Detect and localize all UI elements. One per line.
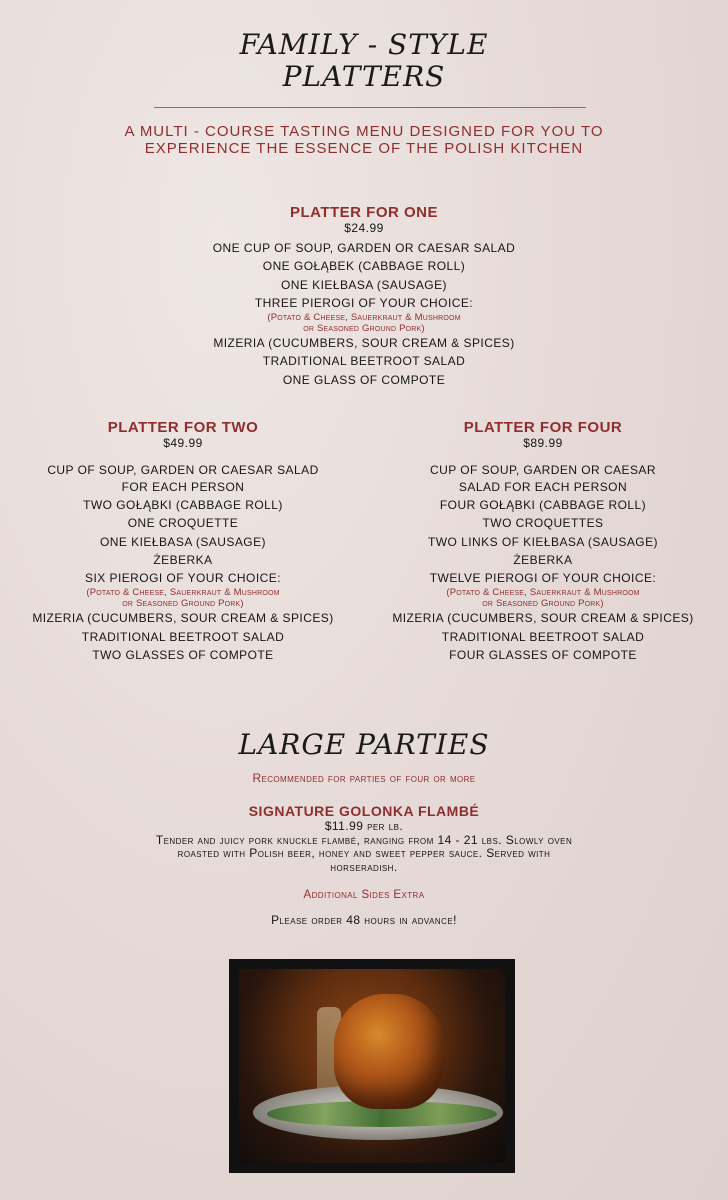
platter-two-item: ŻEBERKA: [153, 552, 213, 567]
platter-two-item: TWO GOŁĄBKI (CABBAGE ROLL): [83, 498, 283, 513]
platter-four-item: SALAD FOR EACH PERSON: [458, 479, 628, 494]
platter-four-item: TWELVE PIEROGI OF YOUR CHOICE:: [429, 571, 657, 586]
platter-one-item: ONE GOŁĄBEK (CABBAGE ROLL): [262, 259, 466, 274]
golonka-photo: [229, 959, 515, 1173]
heading-divider: [154, 107, 586, 108]
family-style-title-line1: FAMILY - STYLE: [239, 28, 489, 61]
platter-one-item: MIZERIA (CUCUMBERS, SOUR CREAM & SPICES): [213, 336, 515, 351]
platter-for-two-section: [28, 419, 338, 664]
platter-four-pierogi-options: or Seasoned Ground Pork): [482, 598, 604, 610]
platter-four-item: TWO CROQUETTES: [482, 516, 604, 531]
advance-order-note: Please order 48 hours in advance!: [271, 912, 457, 927]
platter-one-item: TRADITIONAL BEETROOT SALAD: [262, 354, 466, 369]
platter-two-item: MIZERIA (CUCUMBERS, SOUR CREAM & SPICES): [32, 611, 334, 626]
platter-two-pierogi-options: or Seasoned Ground Pork): [122, 598, 244, 610]
platter-two-item: ONE KIEŁBASA (SAUSAGE): [100, 534, 266, 549]
platter-one-pierogi-options: (Potato & Cheese, Sauerkraut & Mushroom: [267, 312, 461, 324]
platter-two-item: TRADITIONAL BEETROOT SALAD: [81, 629, 285, 644]
family-style-title-line2: PLATTERS: [282, 60, 446, 94]
golonka-description-line-1: Tender and juicy pork knuckle flambé, ranging from 14 - 21 lbs. Slowly oven: [155, 832, 573, 847]
large-parties-recommendation: Recommended for parties of four or more: [252, 771, 476, 786]
platter-four-pierogi-options: (Potato & Cheese, Sauerkraut & Mushroom: [446, 587, 640, 599]
platter-for-four-price: $89.99: [523, 436, 563, 450]
platter-four-item: MIZERIA (CUCUMBERS, SOUR CREAM & SPICES): [392, 611, 694, 626]
platter-for-one-section: [0, 204, 728, 389]
family-style-heading: [0, 30, 728, 92]
subtitle-line-2: EXPERIENCE THE ESSENCE OF THE POLISH KITCHEN: [144, 140, 584, 158]
subtitle-line-1: A MULTI - COURSE TASTING MENU DESIGNED FOR YOU TO: [124, 123, 604, 140]
golonka-title: SIGNATURE GOLONKA FLAMBÉ: [248, 803, 480, 820]
platter-one-item: THREE PIEROGI OF YOUR CHOICE:: [254, 295, 474, 310]
large-parties-section: [0, 730, 728, 929]
platter-one-item: ONE GLASS OF COMPOTE: [282, 372, 446, 387]
golonka-photo-image: [239, 969, 505, 1163]
platter-two-pierogi-options: (Potato & Cheese, Sauerkraut & Mushroom: [86, 587, 280, 599]
platter-four-item: TWO LINKS OF KIEŁBASA (SAUSAGE): [427, 534, 658, 549]
additional-sides-note: Additional Sides Extra: [303, 888, 425, 901]
platter-two-item: FOR EACH PERSON: [121, 479, 245, 494]
platter-for-two-price: $49.99: [163, 436, 203, 450]
tasting-menu-subtitle: [0, 123, 728, 158]
platter-two-item: ONE CROQUETTE: [127, 516, 239, 531]
platter-for-two-title: PLATTER FOR TWO: [107, 419, 259, 436]
platter-one-pierogi-options: or Seasoned Ground Pork): [303, 323, 425, 335]
large-parties-title: LARGE PARTIES: [238, 728, 490, 761]
platter-two-item: SIX PIEROGI OF YOUR CHOICE:: [85, 571, 281, 586]
platter-for-one-price: $24.99: [344, 221, 384, 235]
golonka-description-line-3: horseradish.: [330, 860, 398, 875]
golonka-description-line-2: roasted with Polish beer, honey and sweet pepper sauce. Served with: [177, 846, 551, 861]
platter-four-item: CUP OF SOUP, GARDEN OR CAESAR: [430, 463, 656, 478]
platter-two-item: TWO GLASSES OF COMPOTE: [92, 647, 274, 662]
platter-four-item: FOUR GOŁĄBKI (CABBAGE ROLL): [439, 498, 647, 513]
platter-for-four-section: [388, 419, 698, 664]
platter-four-item: TRADITIONAL BEETROOT SALAD: [441, 629, 645, 644]
pork-knuckle-shape: [334, 994, 444, 1109]
golonka-price: $11.99 per lb.: [324, 819, 404, 834]
platter-for-four-title: PLATTER FOR FOUR: [463, 419, 623, 436]
platter-one-item: ONE KIEŁBASA (SAUSAGE): [281, 277, 447, 292]
platter-for-one-title: PLATTER FOR ONE: [289, 204, 439, 221]
platter-four-item: ŻEBERKA: [513, 552, 573, 567]
platter-four-item: FOUR GLASSES OF COMPOTE: [449, 647, 637, 662]
platter-two-item: CUP OF SOUP, GARDEN OR CAESAR SALAD: [47, 463, 319, 478]
platter-one-item: ONE CUP OF SOUP, GARDEN OR CAESAR SALAD: [212, 241, 516, 256]
